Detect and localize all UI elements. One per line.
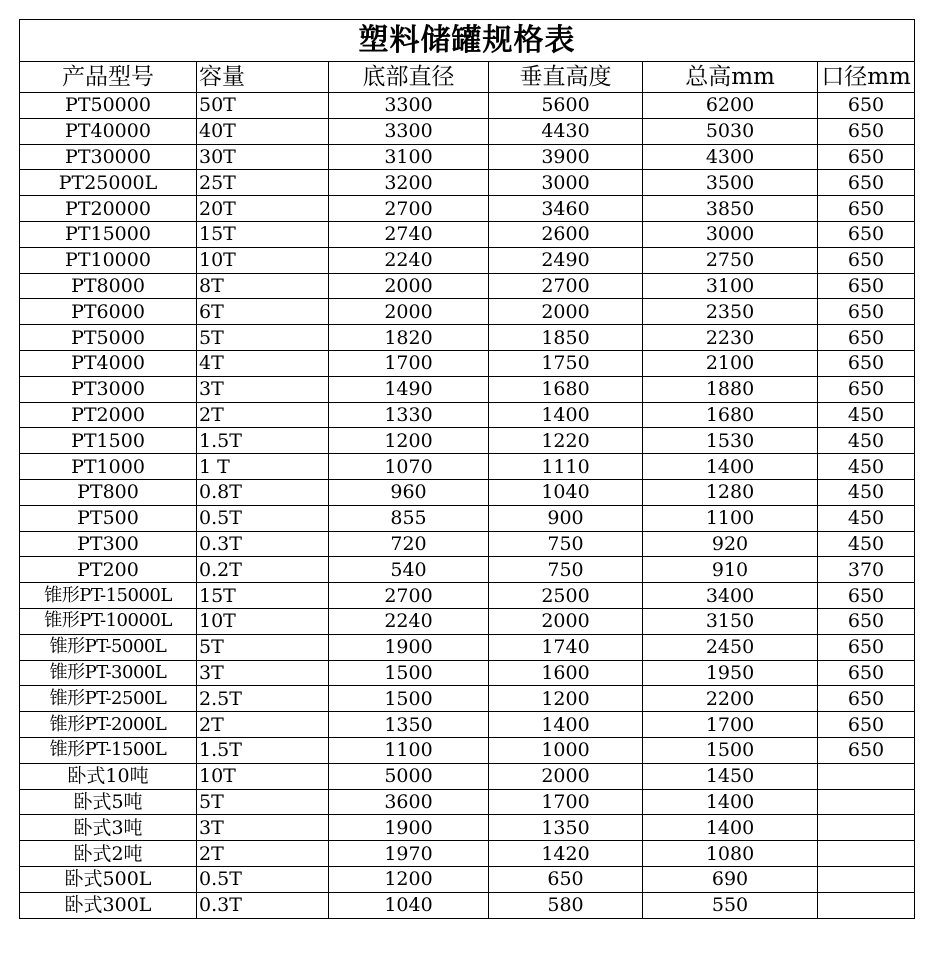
table-row — [20, 144, 915, 170]
cell-model: PT6000 — [20, 299, 197, 325]
table-row — [20, 608, 915, 634]
cell-total-height: 5030 — [643, 118, 818, 144]
cell-total-height: 1700 — [643, 712, 818, 738]
cell-total-height: 3850 — [643, 196, 818, 222]
cell-capacity: 0.3T — [197, 892, 329, 918]
cell-bottom-diameter: 1200 — [329, 428, 489, 454]
cell-bottom-diameter: 3300 — [329, 118, 489, 144]
cell-vertical-height: 2000 — [489, 299, 643, 325]
header-vertical-height: 垂直高度 — [489, 62, 643, 93]
cell-opening-diameter: 650 — [818, 634, 915, 660]
table-row — [20, 866, 915, 892]
cell-vertical-height: 900 — [489, 505, 643, 531]
cell-total-height: 3100 — [643, 273, 818, 299]
cell-opening-diameter: 650 — [818, 118, 915, 144]
cell-bottom-diameter: 720 — [329, 531, 489, 557]
cell-total-height: 1450 — [643, 763, 818, 789]
header-capacity: 容量 — [197, 62, 329, 93]
cell-opening-diameter — [818, 892, 915, 918]
cell-vertical-height: 2490 — [489, 247, 643, 273]
cell-bottom-diameter: 2240 — [329, 247, 489, 273]
header-bottom-diameter: 底部直径 — [329, 62, 489, 93]
cell-capacity: 3T — [197, 815, 329, 841]
cell-opening-diameter: 370 — [818, 557, 915, 583]
table-row — [20, 892, 915, 918]
cell-vertical-height: 1750 — [489, 350, 643, 376]
cell-capacity: 0.5T — [197, 866, 329, 892]
cell-bottom-diameter: 1820 — [329, 325, 489, 351]
cell-bottom-diameter: 1070 — [329, 454, 489, 480]
cell-vertical-height: 750 — [489, 557, 643, 583]
table-row — [20, 634, 915, 660]
cell-total-height: 1400 — [643, 815, 818, 841]
cell-capacity: 15T — [197, 583, 329, 609]
table-row — [20, 583, 915, 609]
cell-opening-diameter: 450 — [818, 479, 915, 505]
cell-model: PT15000 — [20, 221, 197, 247]
cell-bottom-diameter: 1040 — [329, 892, 489, 918]
cell-capacity: 2T — [197, 712, 329, 738]
cell-opening-diameter: 650 — [818, 660, 915, 686]
cell-bottom-diameter: 855 — [329, 505, 489, 531]
cell-capacity: 1.5T — [197, 428, 329, 454]
table-row — [20, 660, 915, 686]
cell-total-height: 690 — [643, 866, 818, 892]
cell-bottom-diameter: 2240 — [329, 608, 489, 634]
cell-bottom-diameter: 3300 — [329, 93, 489, 119]
cell-capacity: 25T — [197, 170, 329, 196]
cell-bottom-diameter: 1700 — [329, 350, 489, 376]
cell-model: 卧式3吨 — [20, 815, 197, 841]
cell-opening-diameter: 650 — [818, 247, 915, 273]
cell-bottom-diameter: 1500 — [329, 660, 489, 686]
cell-total-height: 1680 — [643, 402, 818, 428]
cell-bottom-diameter: 1900 — [329, 815, 489, 841]
cell-model: PT1500 — [20, 428, 197, 454]
cell-opening-diameter: 450 — [818, 454, 915, 480]
cell-bottom-diameter: 3200 — [329, 170, 489, 196]
cell-vertical-height: 3000 — [489, 170, 643, 196]
cell-model: 卧式10吨 — [20, 763, 197, 789]
cell-model: PT500 — [20, 505, 197, 531]
cell-total-height: 550 — [643, 892, 818, 918]
cell-model: 锥形PT-2000L — [20, 712, 197, 738]
cell-vertical-height: 1420 — [489, 841, 643, 867]
cell-vertical-height: 1600 — [489, 660, 643, 686]
cell-opening-diameter: 650 — [818, 376, 915, 402]
cell-opening-diameter: 450 — [818, 531, 915, 557]
cell-capacity: 5T — [197, 789, 329, 815]
table-row — [20, 221, 915, 247]
table-row — [20, 712, 915, 738]
cell-total-height: 2350 — [643, 299, 818, 325]
cell-model: PT8000 — [20, 273, 197, 299]
cell-model: PT1000 — [20, 454, 197, 480]
cell-opening-diameter — [818, 866, 915, 892]
cell-model: PT5000 — [20, 325, 197, 351]
cell-total-height: 920 — [643, 531, 818, 557]
cell-opening-diameter: 650 — [818, 608, 915, 634]
table-row — [20, 815, 915, 841]
table-title: 塑料储罐规格表 — [20, 20, 915, 62]
cell-vertical-height: 2700 — [489, 273, 643, 299]
cell-vertical-height: 1000 — [489, 737, 643, 763]
cell-total-height: 1530 — [643, 428, 818, 454]
cell-bottom-diameter: 2000 — [329, 273, 489, 299]
cell-total-height: 1280 — [643, 479, 818, 505]
table-row — [20, 557, 915, 583]
cell-total-height: 2100 — [643, 350, 818, 376]
cell-model: 锥形PT-10000L — [20, 608, 197, 634]
cell-opening-diameter: 650 — [818, 273, 915, 299]
cell-bottom-diameter: 3600 — [329, 789, 489, 815]
cell-bottom-diameter: 1900 — [329, 634, 489, 660]
cell-total-height: 3150 — [643, 608, 818, 634]
cell-model: PT300 — [20, 531, 197, 557]
cell-capacity: 1.5T — [197, 737, 329, 763]
cell-opening-diameter — [818, 815, 915, 841]
cell-model: PT800 — [20, 479, 197, 505]
table-row — [20, 531, 915, 557]
cell-model: PT4000 — [20, 350, 197, 376]
cell-total-height: 3400 — [643, 583, 818, 609]
cell-bottom-diameter: 1350 — [329, 712, 489, 738]
cell-capacity: 1 T — [197, 454, 329, 480]
cell-bottom-diameter: 1200 — [329, 866, 489, 892]
cell-model: PT10000 — [20, 247, 197, 273]
cell-capacity: 8T — [197, 273, 329, 299]
cell-capacity: 40T — [197, 118, 329, 144]
cell-bottom-diameter: 1490 — [329, 376, 489, 402]
table-row — [20, 376, 915, 402]
cell-opening-diameter: 650 — [818, 196, 915, 222]
cell-capacity: 2T — [197, 402, 329, 428]
cell-capacity: 4T — [197, 350, 329, 376]
cell-capacity: 10T — [197, 247, 329, 273]
cell-bottom-diameter: 3100 — [329, 144, 489, 170]
table-row — [20, 841, 915, 867]
cell-total-height: 1100 — [643, 505, 818, 531]
cell-vertical-height: 2600 — [489, 221, 643, 247]
cell-vertical-height: 650 — [489, 866, 643, 892]
cell-vertical-height: 2000 — [489, 608, 643, 634]
cell-vertical-height: 5600 — [489, 93, 643, 119]
table-row — [20, 763, 915, 789]
cell-opening-diameter: 650 — [818, 350, 915, 376]
cell-vertical-height: 750 — [489, 531, 643, 557]
cell-bottom-diameter: 1100 — [329, 737, 489, 763]
cell-vertical-height: 4430 — [489, 118, 643, 144]
cell-bottom-diameter: 960 — [329, 479, 489, 505]
cell-total-height: 2200 — [643, 686, 818, 712]
cell-model: 卧式500L — [20, 866, 197, 892]
table-row — [20, 402, 915, 428]
cell-vertical-height: 1680 — [489, 376, 643, 402]
table-row — [20, 686, 915, 712]
cell-total-height: 2450 — [643, 634, 818, 660]
cell-model: 锥形PT-15000L — [20, 583, 197, 609]
cell-vertical-height: 2500 — [489, 583, 643, 609]
title-row — [20, 20, 915, 62]
table-row — [20, 454, 915, 480]
table-row — [20, 93, 915, 119]
cell-opening-diameter: 650 — [818, 221, 915, 247]
cell-opening-diameter — [818, 789, 915, 815]
cell-capacity: 2.5T — [197, 686, 329, 712]
cell-bottom-diameter: 1330 — [329, 402, 489, 428]
header-model: 产品型号 — [20, 62, 197, 93]
cell-capacity: 15T — [197, 221, 329, 247]
cell-model: 锥形PT-5000L — [20, 634, 197, 660]
cell-model: PT25000L — [20, 170, 197, 196]
table-row — [20, 789, 915, 815]
cell-opening-diameter: 650 — [818, 299, 915, 325]
cell-opening-diameter: 650 — [818, 712, 915, 738]
cell-capacity: 10T — [197, 608, 329, 634]
cell-bottom-diameter: 2000 — [329, 299, 489, 325]
header-row — [20, 62, 915, 93]
cell-opening-diameter: 650 — [818, 144, 915, 170]
table-row — [20, 170, 915, 196]
cell-total-height: 3500 — [643, 170, 818, 196]
cell-capacity: 20T — [197, 196, 329, 222]
cell-vertical-height: 1400 — [489, 402, 643, 428]
cell-total-height: 6200 — [643, 93, 818, 119]
cell-capacity: 6T — [197, 299, 329, 325]
table-row — [20, 118, 915, 144]
cell-model: PT3000 — [20, 376, 197, 402]
cell-vertical-height: 580 — [489, 892, 643, 918]
cell-vertical-height: 1040 — [489, 479, 643, 505]
table-row — [20, 479, 915, 505]
table-row — [20, 299, 915, 325]
cell-capacity: 2T — [197, 841, 329, 867]
cell-capacity: 5T — [197, 634, 329, 660]
cell-model: PT2000 — [20, 402, 197, 428]
cell-opening-diameter: 450 — [818, 428, 915, 454]
cell-capacity: 10T — [197, 763, 329, 789]
table-row — [20, 737, 915, 763]
cell-opening-diameter: 650 — [818, 325, 915, 351]
cell-opening-diameter: 450 — [818, 402, 915, 428]
cell-total-height: 1400 — [643, 454, 818, 480]
cell-model: PT40000 — [20, 118, 197, 144]
cell-model: PT50000 — [20, 93, 197, 119]
cell-capacity: 5T — [197, 325, 329, 351]
cell-capacity: 0.2T — [197, 557, 329, 583]
cell-capacity: 0.3T — [197, 531, 329, 557]
cell-capacity: 0.5T — [197, 505, 329, 531]
table-row — [20, 505, 915, 531]
cell-total-height: 1950 — [643, 660, 818, 686]
cell-total-height: 2750 — [643, 247, 818, 273]
cell-model: 卧式5吨 — [20, 789, 197, 815]
cell-opening-diameter: 650 — [818, 93, 915, 119]
cell-total-height: 1880 — [643, 376, 818, 402]
cell-vertical-height: 3900 — [489, 144, 643, 170]
cell-bottom-diameter: 540 — [329, 557, 489, 583]
cell-bottom-diameter: 1970 — [329, 841, 489, 867]
cell-vertical-height: 1350 — [489, 815, 643, 841]
cell-model: PT200 — [20, 557, 197, 583]
cell-opening-diameter: 650 — [818, 737, 915, 763]
cell-vertical-height: 1110 — [489, 454, 643, 480]
table-row — [20, 428, 915, 454]
cell-opening-diameter: 650 — [818, 583, 915, 609]
cell-model: 锥形PT-3000L — [20, 660, 197, 686]
cell-model: PT20000 — [20, 196, 197, 222]
cell-bottom-diameter: 2700 — [329, 583, 489, 609]
cell-vertical-height: 3460 — [489, 196, 643, 222]
cell-total-height: 2230 — [643, 325, 818, 351]
cell-model: 卧式300L — [20, 892, 197, 918]
cell-capacity: 50T — [197, 93, 329, 119]
cell-model: 卧式2吨 — [20, 841, 197, 867]
cell-total-height: 1500 — [643, 737, 818, 763]
table-row — [20, 350, 915, 376]
cell-opening-diameter: 450 — [818, 505, 915, 531]
cell-opening-diameter — [818, 841, 915, 867]
cell-vertical-height: 1200 — [489, 686, 643, 712]
cell-opening-diameter: 650 — [818, 170, 915, 196]
cell-capacity: 3T — [197, 660, 329, 686]
cell-capacity: 0.8T — [197, 479, 329, 505]
header-opening-diameter: 口径mm — [818, 62, 915, 93]
header-total-height: 总高mm — [643, 62, 818, 93]
cell-total-height: 4300 — [643, 144, 818, 170]
cell-bottom-diameter: 2700 — [329, 196, 489, 222]
cell-model: 锥形PT-1500L — [20, 737, 197, 763]
cell-total-height: 910 — [643, 557, 818, 583]
cell-bottom-diameter: 2740 — [329, 221, 489, 247]
cell-total-height: 1080 — [643, 841, 818, 867]
cell-opening-diameter — [818, 763, 915, 789]
cell-vertical-height: 1220 — [489, 428, 643, 454]
cell-bottom-diameter: 1500 — [329, 686, 489, 712]
spec-table — [19, 19, 915, 919]
cell-capacity: 30T — [197, 144, 329, 170]
cell-vertical-height: 1700 — [489, 789, 643, 815]
cell-total-height: 3000 — [643, 221, 818, 247]
table-row — [20, 247, 915, 273]
table-row — [20, 325, 915, 351]
cell-total-height: 1400 — [643, 789, 818, 815]
table-row — [20, 273, 915, 299]
cell-opening-diameter: 650 — [818, 686, 915, 712]
table-row — [20, 196, 915, 222]
cell-model: 锥形PT-2500L — [20, 686, 197, 712]
cell-vertical-height: 2000 — [489, 763, 643, 789]
cell-vertical-height: 1850 — [489, 325, 643, 351]
cell-bottom-diameter: 5000 — [329, 763, 489, 789]
cell-vertical-height: 1400 — [489, 712, 643, 738]
cell-model: PT30000 — [20, 144, 197, 170]
cell-capacity: 3T — [197, 376, 329, 402]
cell-vertical-height: 1740 — [489, 634, 643, 660]
